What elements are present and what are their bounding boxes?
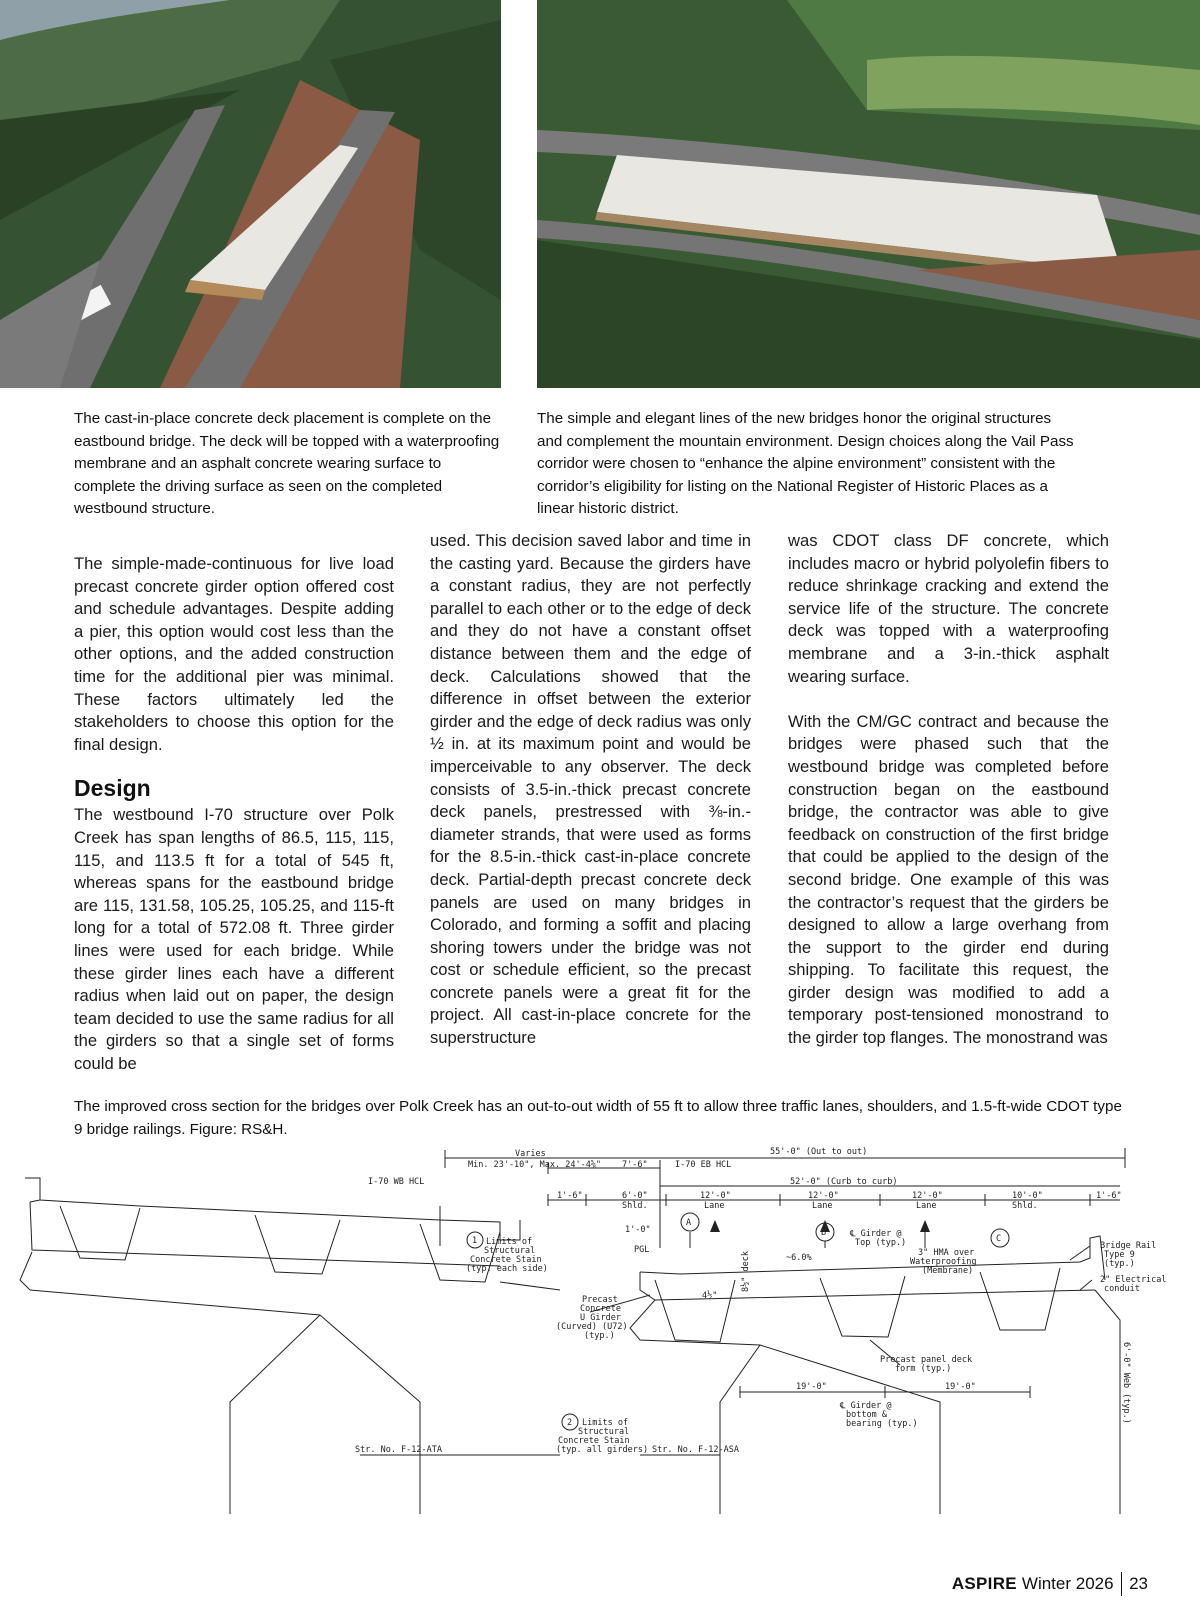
- fig-label: 8½" deck: [741, 1251, 751, 1292]
- fig-label: Str. No. F-12-ATA: [355, 1445, 442, 1455]
- cross-section-drawing: [0, 1140, 1200, 1514]
- fig-label: 7'-6": [622, 1160, 648, 1170]
- fig-label: 6'-0": [622, 1191, 648, 1201]
- vail-pass-bridges-photo: [537, 0, 1200, 388]
- fig-label: 6'-0" Web (typ.): [1121, 1342, 1131, 1424]
- fig-label: ℄ Girder @: [850, 1229, 902, 1239]
- footer-divider: [1121, 1572, 1123, 1596]
- fig-label: Concrete Stain: [470, 1255, 542, 1265]
- fig-label: 10'-0": [1012, 1191, 1043, 1201]
- fig-label: 19'-0": [945, 1382, 976, 1392]
- fig-label: Precast: [582, 1295, 618, 1305]
- photo-caption-left: The cast-in-place concrete deck placement is complete on the eastbound bridge. The deck will be topped with a waterproofing membrane and an asphalt concrete wearing surface to complete the driving surface as seen on the completed westbound structure.: [74, 410, 500, 517]
- magazine-name: ASPIRE: [951, 1574, 1017, 1593]
- fig-label: B: [821, 1228, 827, 1238]
- fig-label: 2" Electrical: [1100, 1275, 1167, 1285]
- issue-label: Winter 2026: [1021, 1574, 1114, 1593]
- fig-label: C: [996, 1234, 1002, 1244]
- fig-label: conduit: [1104, 1284, 1140, 1294]
- figure-caption: The improved cross section for the bridges over Polk Creek has an out-to-out width of 55 ft to allow three traffic lanes, shoulders, and 1.5-ft-wide CDOT type 9 bridge railings. Figure: RS&H.: [74, 1098, 1122, 1138]
- fig-label: Lane: [812, 1201, 833, 1211]
- fig-label: ℄ Girder @: [840, 1401, 892, 1411]
- fig-label: Lane: [704, 1201, 725, 1211]
- section-heading-design: Design: [74, 775, 151, 802]
- page-number: 23: [1129, 1574, 1148, 1593]
- fig-label: 12'-0": [700, 1191, 731, 1201]
- fig-label: I-70 WB HCL: [368, 1177, 425, 1187]
- page-footer: [952, 1572, 1148, 1596]
- fig-label: U Girder: [580, 1313, 621, 1323]
- fig-label: (typ. all girders): [556, 1445, 649, 1455]
- fig-label: 1: [472, 1236, 478, 1246]
- fig-label: Min. 23'-10", Max. 24'-4⅝": [468, 1160, 602, 1170]
- paragraph: The simple-made-continuous for live load precast concrete girder option offered cost and schedule advantages. Despite adding a pier, this option would cost less than the other options, and the added construction time for the additional pier was minimal. These factors ultimately led the stakeholders to choose this option for the final design.: [74, 554, 394, 754]
- paragraph: used. This decision saved labor and time in the casting yard. Because the girders have a constant radius, they are not perfectly parallel to each other or to the edge of deck and they do not have a constant offset distance between them and the edge of deck. Calculations showed that the difference in offset between the exterior girder and the edge of deck radius was only ½ in. at its maximum point and would be imperceivable to any observer. The deck consists of 3.5-in.-thick precast concrete deck panels, prestressed with ⅜-in.-diameter strands, that were used as forms for the 8.5-in.-thick cast-in-place concrete deck. Partial-depth precast concrete deck panels are used on many bridges in Colorado, and forming a soffit and placing shoring towers under the bridge was not cost or schedule efficient, so the precast concrete panels were a great fit for the project. All cast-in-place concrete for the superstructure: [430, 531, 752, 1048]
- fig-label: I-70 EB HCL: [675, 1160, 732, 1170]
- fig-label: 55'-0" (Out to out): [770, 1147, 868, 1157]
- fig-label: Bridge Rail: [1100, 1241, 1157, 1251]
- paragraph: The westbound I-70 structure over Polk Creek has span lengths of 86.5, 115, 115, 115, and 113.5 ft for a total of 545 ft, whereas spans for the eastbound bridge are 115, 131.58, 105.25, 105.25, and 115-ft long for a total of 572.08 ft. Three girder lines were used for each bridge. While these girder lines each have a different radius when laid out on paper, the design team decided to use the same radius for all the girders so that a single set of forms could be: [74, 805, 394, 1073]
- fig-label: 2: [567, 1418, 573, 1428]
- fig-label: (Membrane): [922, 1266, 974, 1276]
- fig-label: 12'-0": [912, 1191, 943, 1201]
- fig-label: Limits of: [582, 1418, 629, 1428]
- fig-label: Str. No. F-12-ASA: [652, 1445, 739, 1455]
- paragraph: was CDOT class DF concrete, which includes macro or hybrid polyolefin fibers to reduce shrinkage cracking and extend the service life of the structure. The concrete deck was topped with a waterproofing membrane and a 3-in.-thick asphalt wearing surface.: [788, 531, 1109, 686]
- fig-label: 1'-6": [557, 1191, 583, 1201]
- fig-label: Structural: [484, 1246, 536, 1256]
- fig-label: Concrete Stain: [558, 1436, 630, 1446]
- fig-label: Limits of: [486, 1237, 533, 1247]
- fig-label: Shld.: [1012, 1201, 1038, 1211]
- fig-label: Structural: [578, 1427, 630, 1437]
- fig-label: Concrete: [580, 1304, 621, 1314]
- fig-label: Shld.: [622, 1201, 648, 1211]
- fig-label: 52'-0" (Curb to curb): [790, 1177, 898, 1187]
- fig-label: A: [686, 1218, 692, 1228]
- fig-label: form (typ.): [895, 1364, 952, 1374]
- fig-label: bottom &: [846, 1410, 887, 1420]
- article-column-2: [430, 530, 751, 1050]
- fig-label: (Curved) (U72): [556, 1322, 628, 1332]
- fig-label: ~6.0%: [786, 1253, 812, 1263]
- fig-label: 19'-0": [796, 1382, 827, 1392]
- article-column-1: [74, 553, 394, 1075]
- fig-label: 4½": [702, 1291, 718, 1301]
- article-column-3: [788, 530, 1109, 1050]
- fig-label: (typ. each side): [466, 1264, 548, 1274]
- bridge-cross-section-figure: [0, 1140, 1200, 1514]
- fig-label: 1'-0": [625, 1225, 651, 1235]
- fig-label: Varies: [515, 1149, 546, 1159]
- eastbound-bridge-deck-photo: [0, 0, 501, 388]
- fig-label: Type 9: [1104, 1250, 1135, 1260]
- fig-label: (typ.): [1104, 1259, 1135, 1269]
- fig-label: Precast panel deck: [880, 1355, 973, 1365]
- fig-label: Top (typ.): [855, 1238, 907, 1248]
- fig-label: Lane: [916, 1201, 937, 1211]
- fig-label: (typ.): [584, 1331, 615, 1341]
- fig-label: PGL: [634, 1245, 650, 1255]
- fig-label: Waterproofing: [910, 1257, 977, 1267]
- fig-label: bearing (typ.): [846, 1419, 918, 1429]
- fig-label: 12'-0": [808, 1191, 839, 1201]
- photo-caption-right: The simple and elegant lines of the new bridges honor the original structures and complement the mountain environment. Design choices along the Vail Pass corridor were chosen to “enhance the alpine environment” consistent with the corridor’s eligibility for listing on the National Register of Historic Places as a linear historic district.: [537, 410, 1074, 517]
- fig-label: 1'-6": [1096, 1191, 1122, 1201]
- fig-label: 3" HMA over: [918, 1248, 975, 1258]
- paragraph: With the CM/GC contract and because the bridges were phased such that the westbound bridge was completed before construction began on the eastbound bridge, the contractor was able to give feedback on construction of the first bridge that could be applied to the design of the second bridge. One example of this was the contractor’s request that the girders be designed to allow a large overhang from the support to the girder end during shipping. To facilitate this request, the girder design was modified to add a temporary post-tensioned monostrand to the girder top flanges. The monostrand was: [788, 711, 1109, 1048]
